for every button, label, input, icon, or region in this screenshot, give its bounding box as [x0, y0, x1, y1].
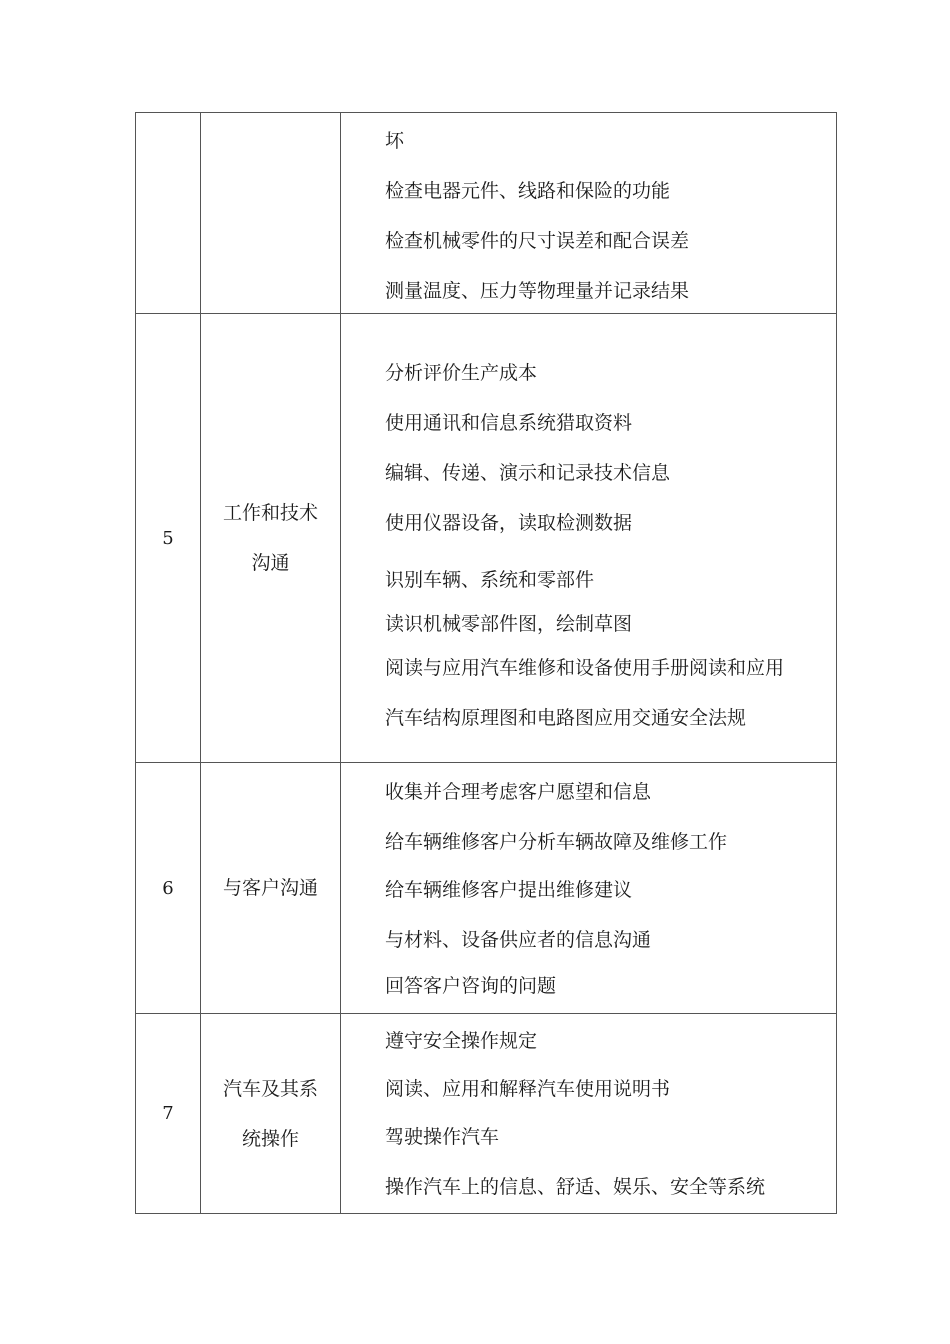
list-item: 检查电器元件、线路和保险的功能 [385, 180, 671, 202]
list-item: 汽车结构原理图和电路图应用交通安全法规 [385, 706, 747, 729]
list-item: 驾驶操作汽车 [385, 1125, 500, 1148]
competency-table [135, 112, 837, 1214]
list-item: 阅读、应用和解释汽车使用说明书 [385, 1077, 671, 1100]
table-row-6 [136, 763, 837, 1014]
list-item: 检查机械零件的尺寸误差和配合误差 [385, 230, 690, 252]
row-number-cell [136, 113, 201, 314]
row-number-cell: 5 [136, 314, 201, 763]
table-row-5 [136, 314, 837, 763]
competency-items-cell [341, 763, 837, 1014]
competency-name-line: 汽车及其系 [222, 1077, 318, 1100]
list-item: 回答客户咨询的问题 [385, 975, 557, 997]
competency-name-line: 沟通 [251, 552, 290, 574]
competency-items-cell [341, 1014, 837, 1214]
table-row-7 [136, 1014, 837, 1214]
competency-name-line: 工作和技术 [222, 502, 318, 524]
list-item: 收集并合理考虑客户愿望和信息 [385, 781, 652, 803]
competency-name-cell [201, 314, 341, 763]
list-item: 操作汽车上的信息、舒适、娱乐、安全等系统 [385, 1175, 766, 1198]
list-item: 与材料、设备供应者的信息沟通 [385, 929, 652, 951]
list-item: 给车辆维修客户提出维修建议 [385, 879, 633, 901]
list-item: 坏 [385, 130, 405, 152]
row-number-cell: 6 [136, 763, 201, 1014]
list-item: 分析评价生产成本 [385, 361, 538, 384]
competency-name-cell [201, 113, 341, 314]
list-item: 识别车辆、系统和零部件 [385, 568, 595, 591]
table-row-continued [136, 113, 837, 314]
competency-name-line: 统操作 [241, 1127, 299, 1150]
competency-items-cell [341, 113, 837, 314]
row-number-cell: 7 [136, 1014, 201, 1214]
list-item: 使用通讯和信息系统猎取资料 [385, 411, 633, 434]
competency-name-line: 与客户沟通 [222, 877, 318, 899]
competency-items-cell [341, 314, 837, 763]
list-item: 给车辆维修客户分析车辆故障及维修工作 [385, 831, 728, 853]
list-item: 测量温度、压力等物理量并记录结果 [385, 280, 690, 302]
list-item: 遵守安全操作规定 [385, 1029, 538, 1052]
list-item: 编辑、传递、演示和记录技术信息 [385, 461, 671, 484]
list-item: 阅读与应用汽车维修和设备使用手册阅读和应用 [385, 656, 785, 679]
competency-name-cell [201, 763, 341, 1014]
list-item: 使用仪器设备，读取检测数据 [385, 511, 633, 534]
competency-name-cell [201, 1014, 341, 1214]
list-item: 读识机械零部件图，绘制草图 [385, 612, 633, 635]
